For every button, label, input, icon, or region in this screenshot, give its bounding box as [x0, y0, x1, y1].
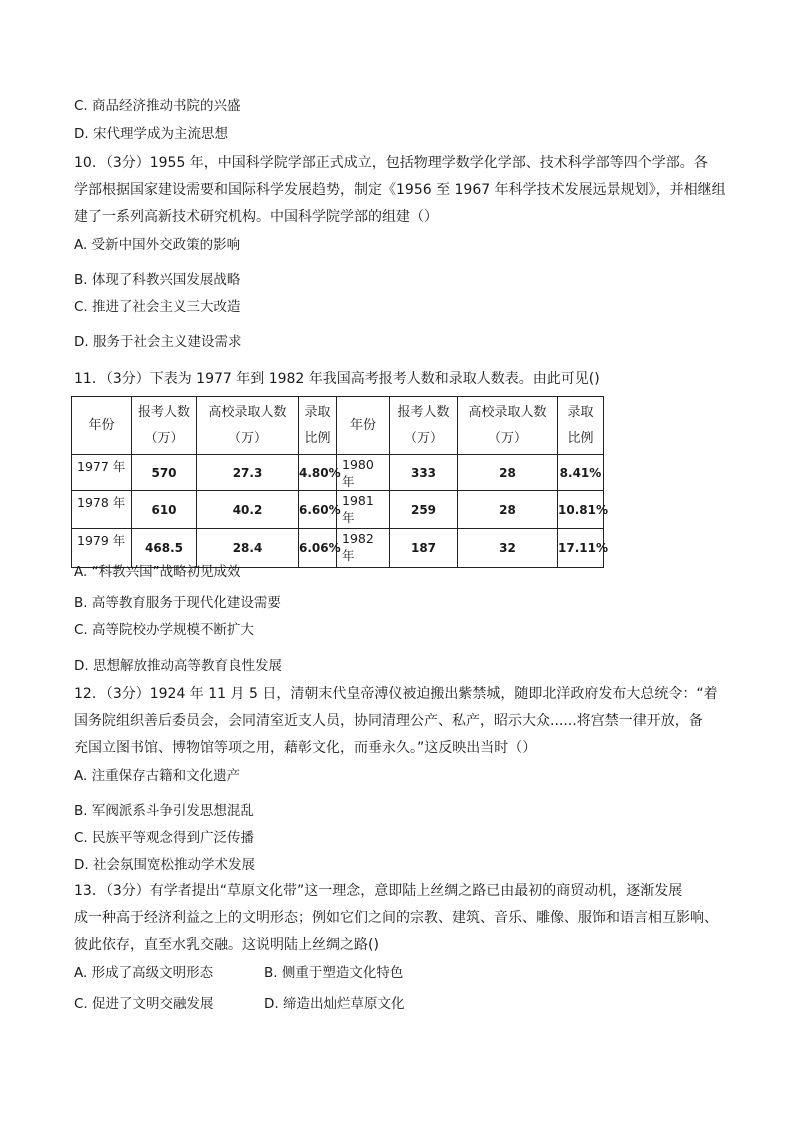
table-header-cell: 年份	[72, 397, 132, 455]
q12-stem-line3: 充国立图书馆、博物馆等项之用，藉彰文化，而垂永久。”这反映出当时（）	[74, 740, 537, 756]
q13-stem-line3: 彼此依存，直至水乳交融。这说明陆上丝绸之路()	[74, 937, 379, 953]
table-cell: 28	[458, 491, 558, 529]
table-cell: 1977 年	[72, 455, 132, 491]
q10-stem-line1: 10．（3分）1955 年，中国科学院学部正式成立，包括物理学数学化学部、技术科学部等四个学部。各	[74, 155, 708, 171]
table-header-row	[72, 397, 604, 455]
table-cell: 27.3	[197, 455, 299, 491]
table-cell: 570	[132, 455, 197, 491]
table-cell: 1979 年	[72, 529, 132, 568]
table-cell: 40.2	[197, 491, 299, 529]
q11-option-d: D. 思想解放推动高等教育良性发展	[74, 658, 282, 674]
table-header-cell: 录取 比例	[558, 397, 604, 455]
table-cell: 1978 年	[72, 491, 132, 529]
q13-option-c: C. 促进了文明交融发展	[74, 996, 214, 1012]
q13-options-row2	[74, 994, 404, 1014]
q11-option-c: C. 高等院校办学规模不断扩大	[74, 622, 255, 638]
q13-option-b: B. 侧重于塑造文化特色	[264, 965, 404, 981]
table-header-cell: 报考人数 （万）	[390, 397, 458, 455]
q10-option-c: C. 推进了社会主义三大改造	[74, 299, 241, 315]
table-cell: 8.41%	[558, 455, 604, 491]
table-header-cell: 高校录取人数 （万）	[197, 397, 299, 455]
table-cell: 1982 年	[337, 529, 390, 568]
q12-option-d: D. 社会氛围宽松推动学术发展	[74, 857, 255, 873]
q10-stem-line2: 学部根据国家建设需要和国际科学发展趋势，制定《1956 至 1967 年科学技术发展远景规划》，并相继组	[74, 182, 726, 198]
table-cell: 1980 年	[337, 455, 390, 491]
q13-stem-line1: 13．（3分）有学者提出“草原文化带”这一理念，意即陆上丝绸之路已由最初的商贸动机，逐渐发展	[74, 883, 683, 899]
table-header-cell: 高校录取人数 （万）	[458, 397, 558, 455]
table-cell: 4.80%	[299, 455, 337, 491]
table-cell: 10.81%	[558, 491, 604, 529]
q13-option-a: A. 形成了高级文明形态	[74, 965, 214, 981]
table-cell: 28.4	[197, 529, 299, 568]
table-cell: 468.5	[132, 529, 197, 568]
q12-option-a: A. 注重保存古籍和文化遗产	[74, 768, 241, 784]
table-cell: 6.60%	[299, 491, 337, 529]
table-header-cell: 年份	[337, 397, 390, 455]
q12-option-c: C. 民族平等观念得到广泛传播	[74, 830, 255, 846]
table-cell: 333	[390, 455, 458, 491]
table-cell: 187	[390, 529, 458, 568]
table-row	[72, 491, 604, 529]
table-cell: 28	[458, 455, 558, 491]
q12-stem-line2: 国务院组织善后委员会，会同清室近支人员，协同清理公产、私产，昭示大众......将宫禁一律开放，备	[74, 713, 703, 729]
table-row	[72, 455, 604, 491]
q10-stem-line3: 建了一系列高新技术研究机构。中国科学院学部的组建（）	[74, 209, 438, 225]
q13-stem-line2: 成一种高于经济利益之上的文明形态；例如它们之间的宗教、建筑、音乐、雕像、服饰和语言相互影响、	[74, 910, 718, 926]
table-cell: 17.11%	[558, 529, 604, 568]
table-header-cell: 录取 比例	[299, 397, 337, 455]
q12-stem-line1: 12．（3分）1924 年 11 月 5 日，清朝末代皇帝溥仪被迫搬出紫禁城，随即北洋政府发布大总统令：“着	[74, 686, 718, 702]
q10-option-a: A. 受新中国外交政策的影响	[74, 237, 241, 253]
prev-option-c: C. 商品经济推动书院的兴盛	[74, 98, 241, 114]
prev-option-d: D. 宋代理学成为主流思想	[74, 126, 228, 142]
q12-option-b: B. 军阀派系斗争引发思想混乱	[74, 803, 254, 819]
enrollment-table	[71, 396, 608, 568]
table-header-cell: 报考人数 （万）	[132, 397, 197, 455]
q11-option-b: B. 高等教育服务于现代化建设需要	[74, 595, 281, 611]
q10-option-b: B. 体现了科教兴国发展战略	[74, 272, 241, 288]
q10-option-d: D. 服务于社会主义建设需求	[74, 334, 242, 350]
table-cell: 610	[132, 491, 197, 529]
q13-option-d: D. 缔造出灿烂草原文化	[264, 996, 405, 1012]
q13-options-row1	[74, 963, 403, 983]
table-cell: 1981 年	[337, 491, 390, 529]
q11-stem: 11．（3分）下表为 1977 年到 1982 年我国高考报考人数和录取人数表。由此可见()	[74, 371, 600, 387]
table-cell: 32	[458, 529, 558, 568]
table-cell: 6.06%	[299, 529, 337, 568]
table-cell: 259	[390, 491, 458, 529]
q11-option-a: A. “科教兴国”战略初见成效	[74, 564, 241, 580]
